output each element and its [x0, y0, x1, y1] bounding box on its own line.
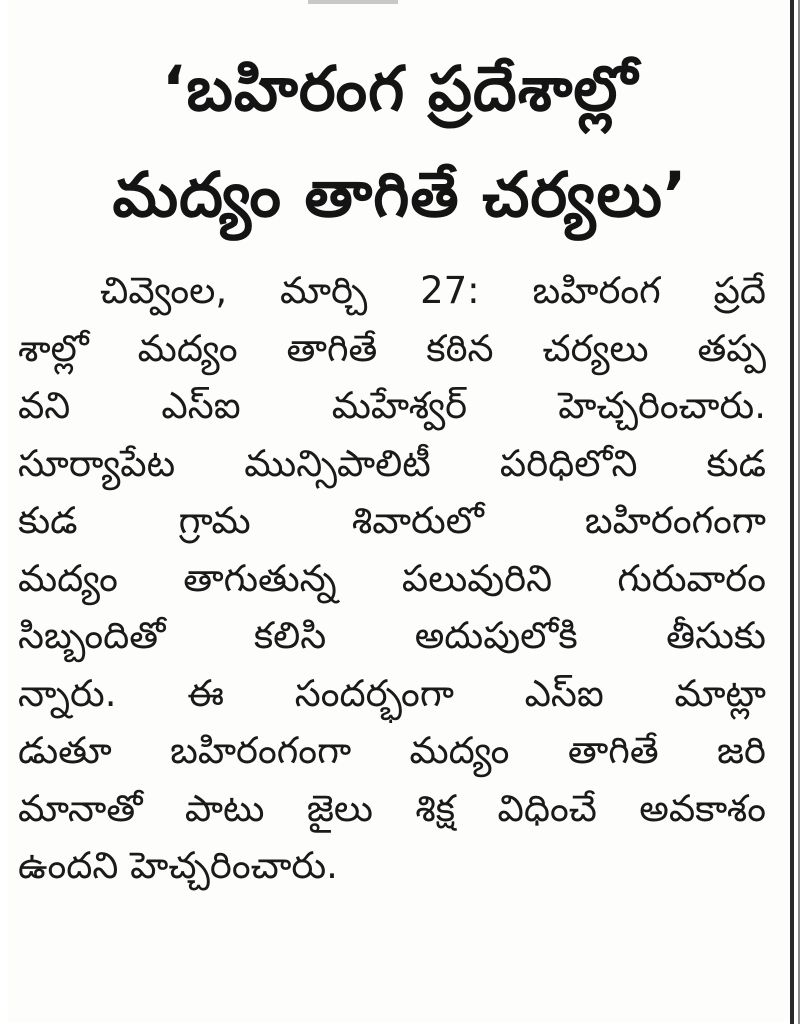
body-line: డుతూ బహిరంగంగా మద్యం తాగితే జరి	[18, 729, 766, 772]
body-line: చివ్వెంల, మార్చి 27: బహిరంగ ప్రదే	[100, 269, 766, 312]
body-line: ఉందని హెచ్చరించారు.	[18, 844, 338, 887]
headline	[8, 36, 792, 248]
news-clipping	[8, 0, 792, 1022]
body-line: శాల్లో మద్యం తాగితే కఠిన చర్యలు తప్ప	[18, 326, 766, 370]
body-line: సిబ్బందితో కలిసి అదుపులోకి తీసుకు	[18, 614, 766, 657]
body-line: కుడ గ్రామ శివారులో బహిరంగంగా	[18, 499, 766, 542]
column-rule	[790, 0, 794, 1024]
headline-line-1: ‘బహిరంగ ప్రదేశాల్లో	[161, 52, 639, 125]
headline-line-2: మద్యం తాగితే చర్యలు’	[112, 158, 688, 231]
article-body	[18, 262, 766, 895]
top-fragment	[308, 0, 398, 4]
body-line: మద్యం తాగుతున్న పలువురిని గురువారం	[18, 556, 766, 600]
body-line: వని ఎస్ఐ మహేశ్వర్ హెచ్చరించారు.	[18, 384, 766, 427]
body-line: సూర్యాపేట మున్సిపాలిటీ పరిధిలోని కుడ	[18, 441, 766, 485]
body-line: మానాతో పాటు జైలు శిక్ష విధించే అవకాశం	[18, 786, 766, 830]
body-line: న్నారు. ఈ సందర్భంగా ఎస్ఐ మాట్లా	[18, 671, 766, 715]
